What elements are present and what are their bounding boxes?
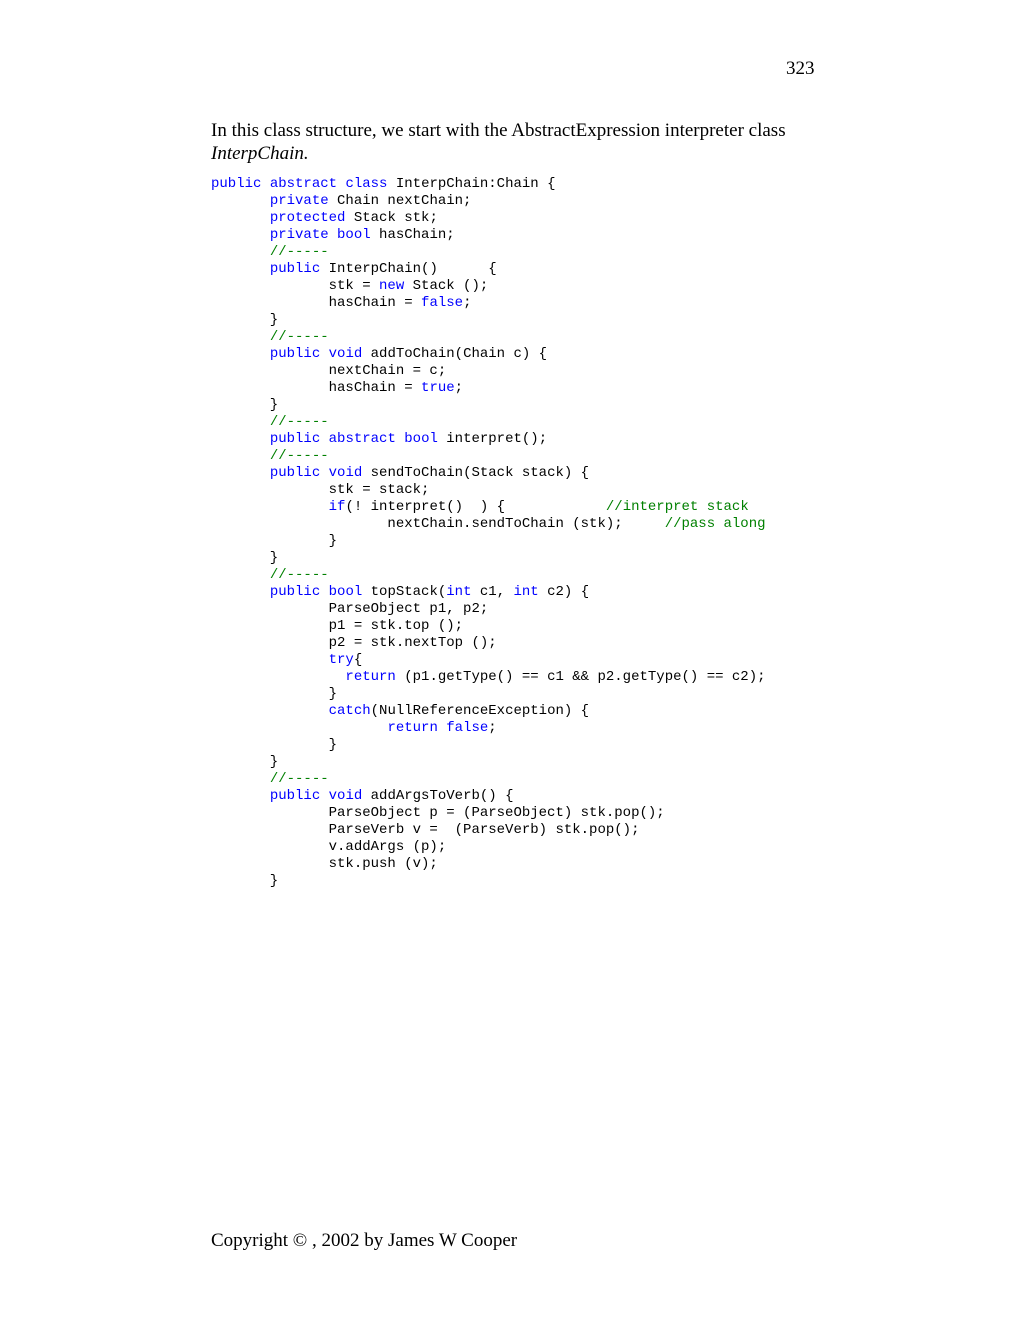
code-keyword: if <box>328 499 346 515</box>
code-line <box>211 567 821 584</box>
code-text: (p1.getType() == c1 && p2.getType() == c2); <box>395 669 766 685</box>
code-keyword: public <box>269 346 321 362</box>
code-text: p2 = stk.nextTop (); <box>211 635 497 651</box>
code-comment: //----- <box>269 414 329 430</box>
code-comment: //pass along <box>664 516 766 532</box>
code-text <box>211 346 270 362</box>
code-keyword: return <box>387 720 438 736</box>
code-text <box>320 431 328 447</box>
code-line <box>211 295 821 312</box>
code-keyword: try <box>328 652 354 668</box>
code-text: (! interpret() ) { <box>345 499 606 515</box>
code-text: p1 = stk.top (); <box>211 618 464 634</box>
code-text <box>211 244 270 260</box>
code-listing <box>211 176 821 890</box>
code-text: nextChain = c; <box>211 363 447 379</box>
code-keyword: abstract <box>269 176 338 192</box>
code-text <box>211 448 270 464</box>
code-line <box>211 669 821 686</box>
code-comment: //----- <box>269 244 329 260</box>
code-keyword: class <box>345 176 388 192</box>
code-keyword: bool <box>337 227 371 243</box>
code-line <box>211 312 821 329</box>
code-line <box>211 618 821 635</box>
code-keyword: public <box>269 788 321 804</box>
intro-paragraph <box>211 119 831 165</box>
code-text <box>211 720 387 736</box>
code-keyword: protected <box>269 210 346 226</box>
code-line <box>211 703 821 720</box>
code-text: addToChain(Chain c) { <box>362 346 548 362</box>
code-keyword: void <box>328 346 363 362</box>
code-keyword: private <box>269 227 329 243</box>
code-line <box>211 516 821 533</box>
code-text: } <box>211 397 279 413</box>
code-line <box>211 414 821 431</box>
code-text: } <box>211 312 279 328</box>
code-text <box>211 499 329 515</box>
code-line <box>211 635 821 652</box>
code-text: v.addArgs (p); <box>211 839 447 855</box>
code-line <box>211 839 821 856</box>
code-text <box>211 227 270 243</box>
code-keyword: catch <box>328 703 371 719</box>
code-text <box>211 329 270 345</box>
code-text: ; <box>488 720 497 736</box>
code-text: Stack (); <box>404 278 489 294</box>
code-text: Stack stk; <box>345 210 438 226</box>
code-line <box>211 261 821 278</box>
code-keyword: bool <box>404 431 438 447</box>
code-line <box>211 805 821 822</box>
code-line <box>211 754 821 771</box>
code-text: } <box>211 550 279 566</box>
code-line <box>211 550 821 567</box>
code-text <box>320 788 328 804</box>
code-keyword: true <box>421 380 455 396</box>
code-text: sendToChain(Stack stack) { <box>362 465 590 481</box>
code-keyword: void <box>328 788 363 804</box>
code-line <box>211 737 821 754</box>
code-text <box>211 703 329 719</box>
code-keyword: return <box>345 669 396 685</box>
code-keyword: int <box>513 584 539 600</box>
code-line <box>211 380 821 397</box>
code-text: } <box>211 533 338 549</box>
code-line <box>211 176 821 193</box>
code-comment: //----- <box>269 329 329 345</box>
code-text: c2) { <box>538 584 590 600</box>
code-text <box>211 210 270 226</box>
code-line <box>211 652 821 669</box>
code-text: topStack( <box>362 584 447 600</box>
code-keyword: abstract <box>328 431 396 447</box>
code-text: hasChain; <box>370 227 455 243</box>
code-text <box>211 261 270 277</box>
code-text <box>320 584 328 600</box>
code-text: ; <box>454 380 464 396</box>
code-keyword: public <box>269 584 321 600</box>
code-line <box>211 482 821 499</box>
code-text <box>211 584 270 600</box>
code-text: { <box>353 652 363 668</box>
code-line <box>211 771 821 788</box>
code-keyword: public <box>269 465 321 481</box>
code-line <box>211 227 821 244</box>
code-text <box>211 669 345 685</box>
code-line <box>211 465 821 482</box>
code-keyword: bool <box>328 584 363 600</box>
code-text: hasChain = <box>211 295 422 311</box>
code-text: InterpChain() { <box>320 261 497 277</box>
code-text: ParseVerb v = (ParseVerb) stk.pop(); <box>211 822 640 838</box>
code-text <box>211 788 270 804</box>
code-line <box>211 397 821 414</box>
code-text: hasChain = <box>211 380 422 396</box>
code-keyword: int <box>446 584 472 600</box>
code-text <box>211 771 270 787</box>
code-keyword: public <box>269 261 321 277</box>
code-text <box>211 652 329 668</box>
code-text: } <box>211 737 338 753</box>
code-text <box>211 465 270 481</box>
code-text: stk = <box>211 278 380 294</box>
code-line <box>211 346 821 363</box>
code-text: c1, <box>471 584 514 600</box>
code-keyword: false <box>421 295 464 311</box>
code-line <box>211 193 821 210</box>
code-comment: //----- <box>269 448 329 464</box>
code-line <box>211 822 821 839</box>
code-text: ParseObject p = (ParseObject) stk.pop(); <box>211 805 665 821</box>
code-line <box>211 686 821 703</box>
code-text <box>211 193 270 209</box>
code-text: } <box>211 754 279 770</box>
code-line <box>211 601 821 618</box>
code-line <box>211 431 821 448</box>
code-text <box>320 346 328 362</box>
code-line <box>211 533 821 550</box>
code-line <box>211 363 821 380</box>
code-text: InterpChain:Chain { <box>387 176 556 192</box>
code-text <box>329 227 337 243</box>
intro-text: In this class structure, we start with the AbstractExpression interpreter class <box>211 120 786 141</box>
code-keyword: public <box>211 176 262 192</box>
code-text: stk = stack; <box>211 482 430 498</box>
code-comment: //----- <box>269 567 329 583</box>
code-text: ; <box>463 295 472 311</box>
code-text <box>438 720 446 736</box>
code-keyword: void <box>328 465 363 481</box>
code-line <box>211 788 821 805</box>
code-line <box>211 278 821 295</box>
code-text: interpret(); <box>437 431 548 447</box>
code-line <box>211 720 821 737</box>
code-text <box>261 176 269 192</box>
code-text <box>320 465 328 481</box>
code-keyword: public <box>269 431 321 447</box>
code-text: nextChain.sendToChain (stk); <box>211 516 665 532</box>
code-text: addArgsToVerb() { <box>362 788 514 804</box>
code-line <box>211 856 821 873</box>
code-text: stk.push (v); <box>211 856 438 872</box>
code-line <box>211 584 821 601</box>
code-line <box>211 244 821 261</box>
code-text <box>396 431 404 447</box>
code-line <box>211 210 821 227</box>
code-comment: //interpret stack <box>605 499 749 515</box>
code-line <box>211 499 821 516</box>
intro-class-name: InterpChain. <box>211 143 309 164</box>
code-comment: //----- <box>269 771 329 787</box>
code-keyword: private <box>269 193 329 209</box>
code-text <box>211 567 270 583</box>
code-text: (NullReferenceException) { <box>370 703 590 719</box>
code-line <box>211 873 821 890</box>
code-text: ParseObject p1, p2; <box>211 601 489 617</box>
code-text <box>211 414 270 430</box>
code-text: } <box>211 873 279 889</box>
code-keyword: false <box>446 720 489 736</box>
code-line <box>211 329 821 346</box>
code-text: } <box>211 686 338 702</box>
code-text: Chain nextChain; <box>328 193 472 209</box>
code-keyword: new <box>379 278 405 294</box>
copyright-footer: Copyright © , 2002 by James W Cooper <box>211 1230 518 1251</box>
page-number: 323 <box>786 58 815 79</box>
code-text <box>211 431 270 447</box>
code-line <box>211 448 821 465</box>
